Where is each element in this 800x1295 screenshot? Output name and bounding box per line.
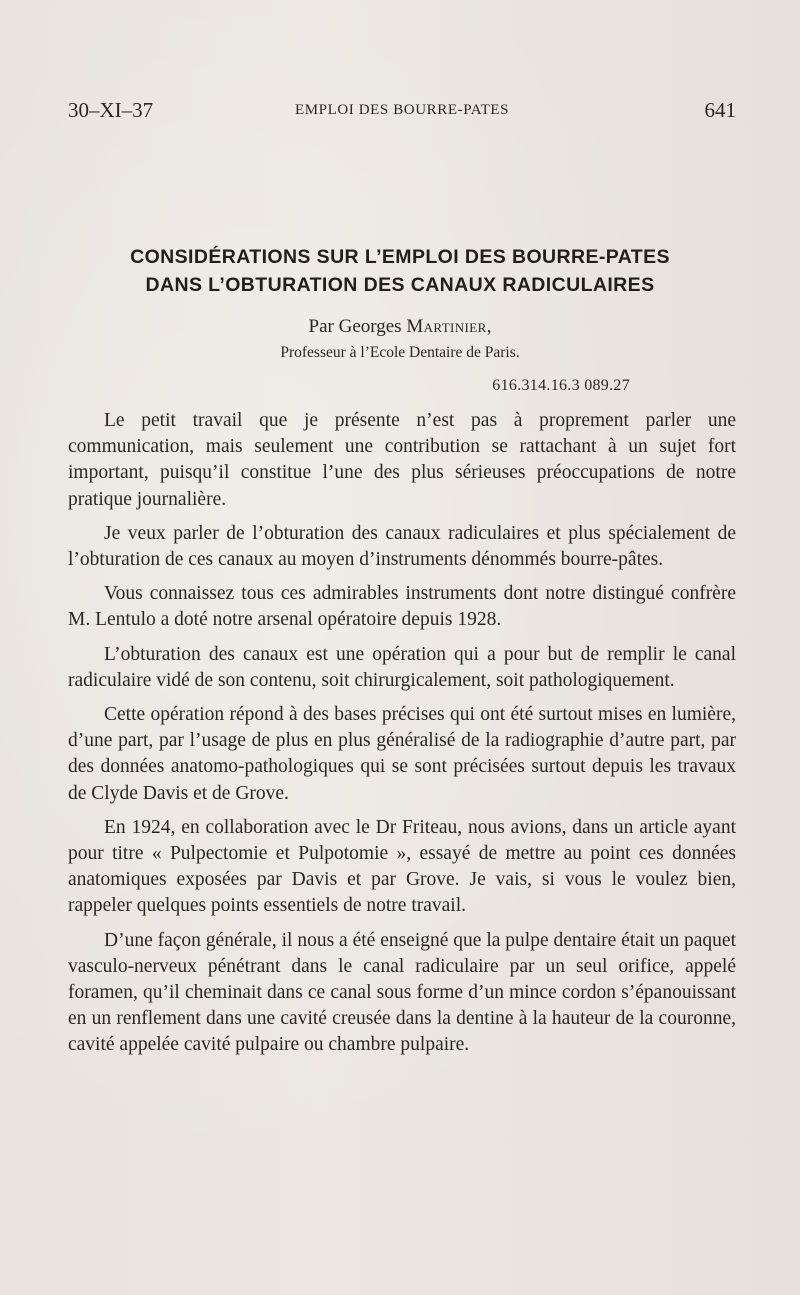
running-title: EMPLOI DES BOURRE-PATES	[294, 102, 510, 118]
author-surname: Martinier	[406, 316, 487, 337]
title-line-1: CONSIDÉRATIONS SUR L’EMPLOI DES BOURRE-PATES	[130, 246, 670, 268]
paragraph: D’une façon générale, il nous a été enseigné que la pulpe dentaire était un paquet vasculo-nerveux pénétrant dans le canal radiculaire par un seul orifice, appelé foramen, qu’il cheminait dans ce canal sous forme d’un mince cordon s’épanouissant en un renflement dans une cavité creusée dans la dentine à la hauteur de la couronne, cavité appelée cavité pulpaire ou chambre pulpaire.	[68, 929, 736, 1056]
classification-code: 616.314.16.3 089.27	[492, 377, 630, 394]
paragraph: Je veux parler de l’obturation des canaux radiculaires et plus spécialement de l’obturation de ces canaux au moyen d’instruments dénommés bourre-pâtes.	[68, 522, 736, 571]
paragraph: Vous connaissez tous ces admirables instruments dont notre distingué confrère M. Lentulo a doté notre arsenal opératoire depuis 1928.	[68, 583, 736, 631]
article-body	[68, 408, 736, 1067]
page-number: 641	[704, 98, 736, 122]
issue-date: 30–XI–37	[68, 98, 154, 122]
title-line-2: DANS L’OBTURATION DES CANAUX RADICULAIRES	[145, 274, 655, 296]
paragraph: En 1924, en collaboration avec le Dr Friteau, nous avions, dans un article ayant pour titre « Pulpectomie et Pulpotomie », essayé de mettre au point ces données anatomiques exposées par Davis et par Grove. Je vais, si vous le voulez bien, rappeler quelques points essentiels de notre travail.	[68, 816, 736, 917]
running-header	[68, 98, 736, 128]
byline-prefix: Par Georges	[308, 316, 407, 337]
byline-suffix: ,	[486, 316, 492, 337]
byline	[0, 316, 800, 338]
article-title	[40, 243, 760, 299]
paragraph: L’obturation des canaux est une opération qui a pour but de remplir le canal radiculaire vidé de son contenu, soit chirurgicalement, soit pathologiquement.	[68, 643, 736, 691]
author-affiliation: Professeur à l’Ecole Dentaire de Paris.	[280, 344, 520, 361]
paragraph: Le petit travail que je présente n’est pas à proprement parler une communication, mais seulement une contribution se rattachant à un sujet fort important, puisqu’il constitue l’une des plus sérieuses préoccupations de notre pratique journalière.	[68, 410, 736, 510]
paragraph: Cette opération répond à des bases précises qui ont été surtout mises en lumière, d’une part, par l’usage de plus en plus généralisé de la radiographie d’autre part, par des données anatomo-pathologiques qui se sont précisées surtout depuis les travaux de Clyde Davis et de Grove.	[68, 704, 736, 804]
